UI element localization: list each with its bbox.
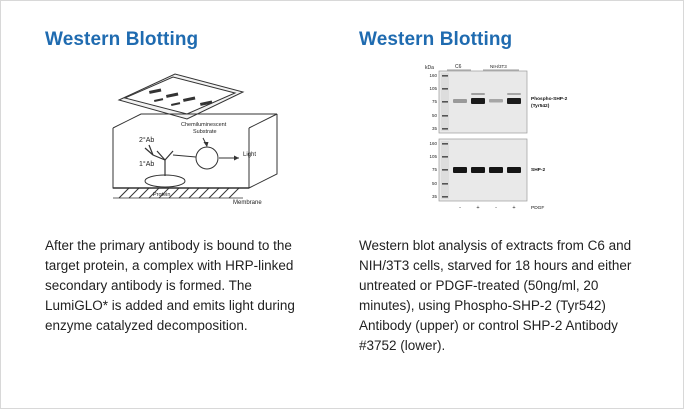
svg-text:+: + (475, 204, 480, 211)
svg-text:160: 160 (428, 140, 437, 146)
western-blot-schematic-drawing (53, 56, 303, 231)
svg-text:Protein: Protein (153, 192, 171, 198)
svg-text:NIH/3T3: NIH/3T3 (489, 63, 507, 69)
svg-text:50: 50 (431, 180, 437, 186)
svg-text:+: + (511, 204, 516, 211)
page-title-2: Western Blotting (359, 29, 513, 50)
svg-text:50: 50 (431, 112, 437, 118)
svg-text:35: 35 (431, 193, 437, 199)
svg-text:105: 105 (428, 85, 437, 91)
svg-text:PDGF: PDGF (530, 205, 544, 211)
svg-text:75: 75 (431, 98, 437, 104)
panel-caption: After the primary antibody is bound to the target protein, a complex with HRP-linked secondary antibody is formed. The LumiGLO* is added and emits light during enzyme catalyzed decomposition. (45, 238, 295, 333)
blot-figure (343, 51, 663, 236)
page-title: Western Blotting (45, 29, 199, 50)
svg-text:SHP-2: SHP-2 (530, 167, 545, 173)
svg-text:C6: C6 (454, 63, 461, 70)
svg-text:Light: Light (243, 152, 257, 158)
schematic-figure (23, 51, 323, 236)
svg-text:-: - (458, 204, 461, 211)
svg-text:-: - (494, 204, 497, 211)
panel-row (1, 1, 683, 356)
svg-text:75: 75 (431, 166, 437, 172)
panel-western-blotting-data (343, 21, 663, 356)
svg-text:1°Ab: 1°Ab (139, 161, 155, 168)
svg-text:160: 160 (428, 72, 437, 78)
panel-caption-2: Western blot analysis of extracts from C6 and NIH/3T3 cells, starved for 18 hours and either untreated or PDGF-treated (50ng/ml, 20 minutes), using Phospho-SHP-2 (Tyr542) Antibody (upper) or control SHP-2 Antibody #3752 (lower). (359, 238, 632, 353)
svg-text:(Tyr542): (Tyr542) (530, 103, 549, 109)
svg-text:kDa: kDa (424, 64, 434, 71)
western-blot-image (411, 55, 596, 233)
svg-text:Membrane: Membrane (233, 200, 262, 206)
svg-text:Chemiluminescent: Chemiluminescent (181, 122, 227, 128)
svg-text:105: 105 (428, 153, 437, 159)
svg-text:Phospho-SHP-2: Phospho-SHP-2 (530, 96, 567, 102)
panel-western-blotting-schematic (23, 21, 343, 356)
svg-text:35: 35 (431, 125, 437, 131)
svg-text:Substrate: Substrate (193, 129, 217, 135)
svg-text:2°Ab: 2°Ab (139, 137, 155, 144)
